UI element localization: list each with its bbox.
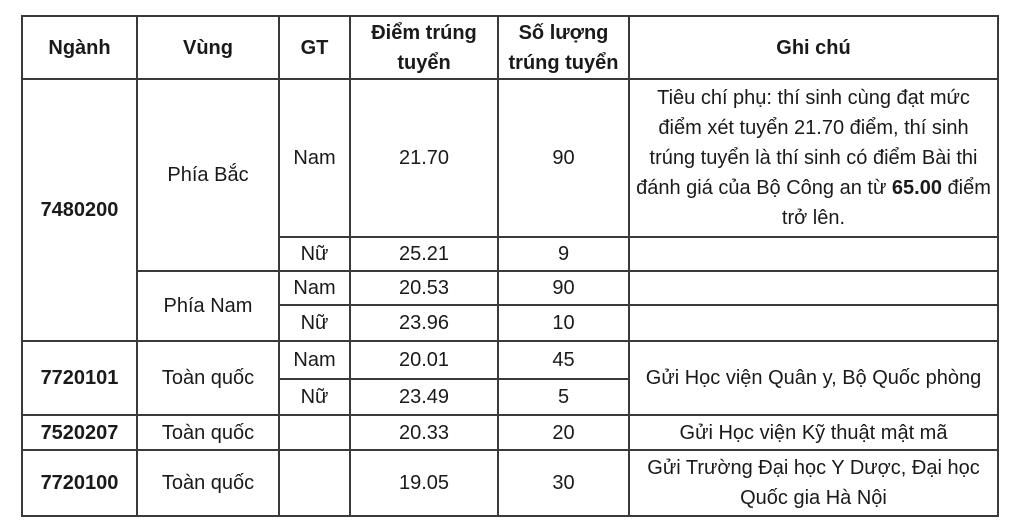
major-code: 7720100 [22, 450, 137, 516]
quota-cell: 20 [498, 415, 629, 450]
gender-cell: Nam [279, 271, 350, 305]
quota-cell: 30 [498, 450, 629, 516]
header-row [22, 16, 998, 79]
gender-cell: Nữ [279, 305, 350, 341]
quota-cell: 90 [498, 79, 629, 237]
table-row [22, 79, 998, 237]
score-cell: 19.05 [350, 450, 498, 516]
header-gt: GT [279, 16, 350, 79]
region-cell: Toàn quốc [137, 415, 279, 450]
quota-cell: 5 [498, 379, 629, 415]
gender-cell [279, 450, 350, 516]
note-cell: Gửi Trường Đại học Y Dược, Đại học Quốc gia Hà Nội [629, 450, 998, 516]
note-cell [629, 305, 998, 341]
quota-cell: 45 [498, 341, 629, 379]
table-row [22, 341, 998, 379]
score-cell: 20.01 [350, 341, 498, 379]
header-ghichu: Ghi chú [629, 16, 998, 79]
note-cell: Gửi Học viện Quân y, Bộ Quốc phòng [629, 341, 998, 415]
region-cell: Toàn quốc [137, 450, 279, 516]
gender-cell [279, 415, 350, 450]
quota-cell: 90 [498, 271, 629, 305]
note-cell [629, 79, 998, 237]
table-row [22, 450, 998, 516]
header-diem: Điểm trúng tuyển [350, 16, 498, 79]
note-text: Tiêu chí phụ: thí sinh cùng đạt mức điểm xét tuyển 21.70 điểm, thí sinh trúng tuyển là thí sinh có điểm Bài thi đánh giá của Bộ Công an từ [636, 87, 978, 199]
note-cell: Gửi Học viện Kỹ thuật mật mã [629, 415, 998, 450]
gender-cell: Nữ [279, 237, 350, 271]
note-cell [629, 271, 998, 305]
quota-cell: 9 [498, 237, 629, 271]
table-row [22, 271, 998, 305]
score-cell: 23.96 [350, 305, 498, 341]
region-cell: Toàn quốc [137, 341, 279, 415]
gender-cell: Nữ [279, 379, 350, 415]
header-vung: Vùng [137, 16, 279, 79]
header-nganh: Ngành [22, 16, 137, 79]
score-cell: 21.70 [350, 79, 498, 237]
score-cell: 23.49 [350, 379, 498, 415]
note-text-end: điểm trở lên. [781, 177, 991, 229]
header-soluong: Số lượng trúng tuyển [498, 16, 629, 79]
major-code: 7480200 [22, 79, 137, 341]
score-cell: 25.21 [350, 237, 498, 271]
note-bold-score: 65.00 [891, 177, 942, 199]
score-cell: 20.33 [350, 415, 498, 450]
quota-cell: 10 [498, 305, 629, 341]
region-cell: Phía Bắc [137, 79, 279, 271]
major-code: 7520207 [22, 415, 137, 450]
gender-cell: Nam [279, 79, 350, 237]
gender-cell: Nam [279, 341, 350, 379]
region-cell: Phía Nam [137, 271, 279, 341]
admission-table [21, 15, 999, 517]
table-row [22, 415, 998, 450]
score-cell: 20.53 [350, 271, 498, 305]
major-code: 7720101 [22, 341, 137, 415]
note-cell [629, 237, 998, 271]
